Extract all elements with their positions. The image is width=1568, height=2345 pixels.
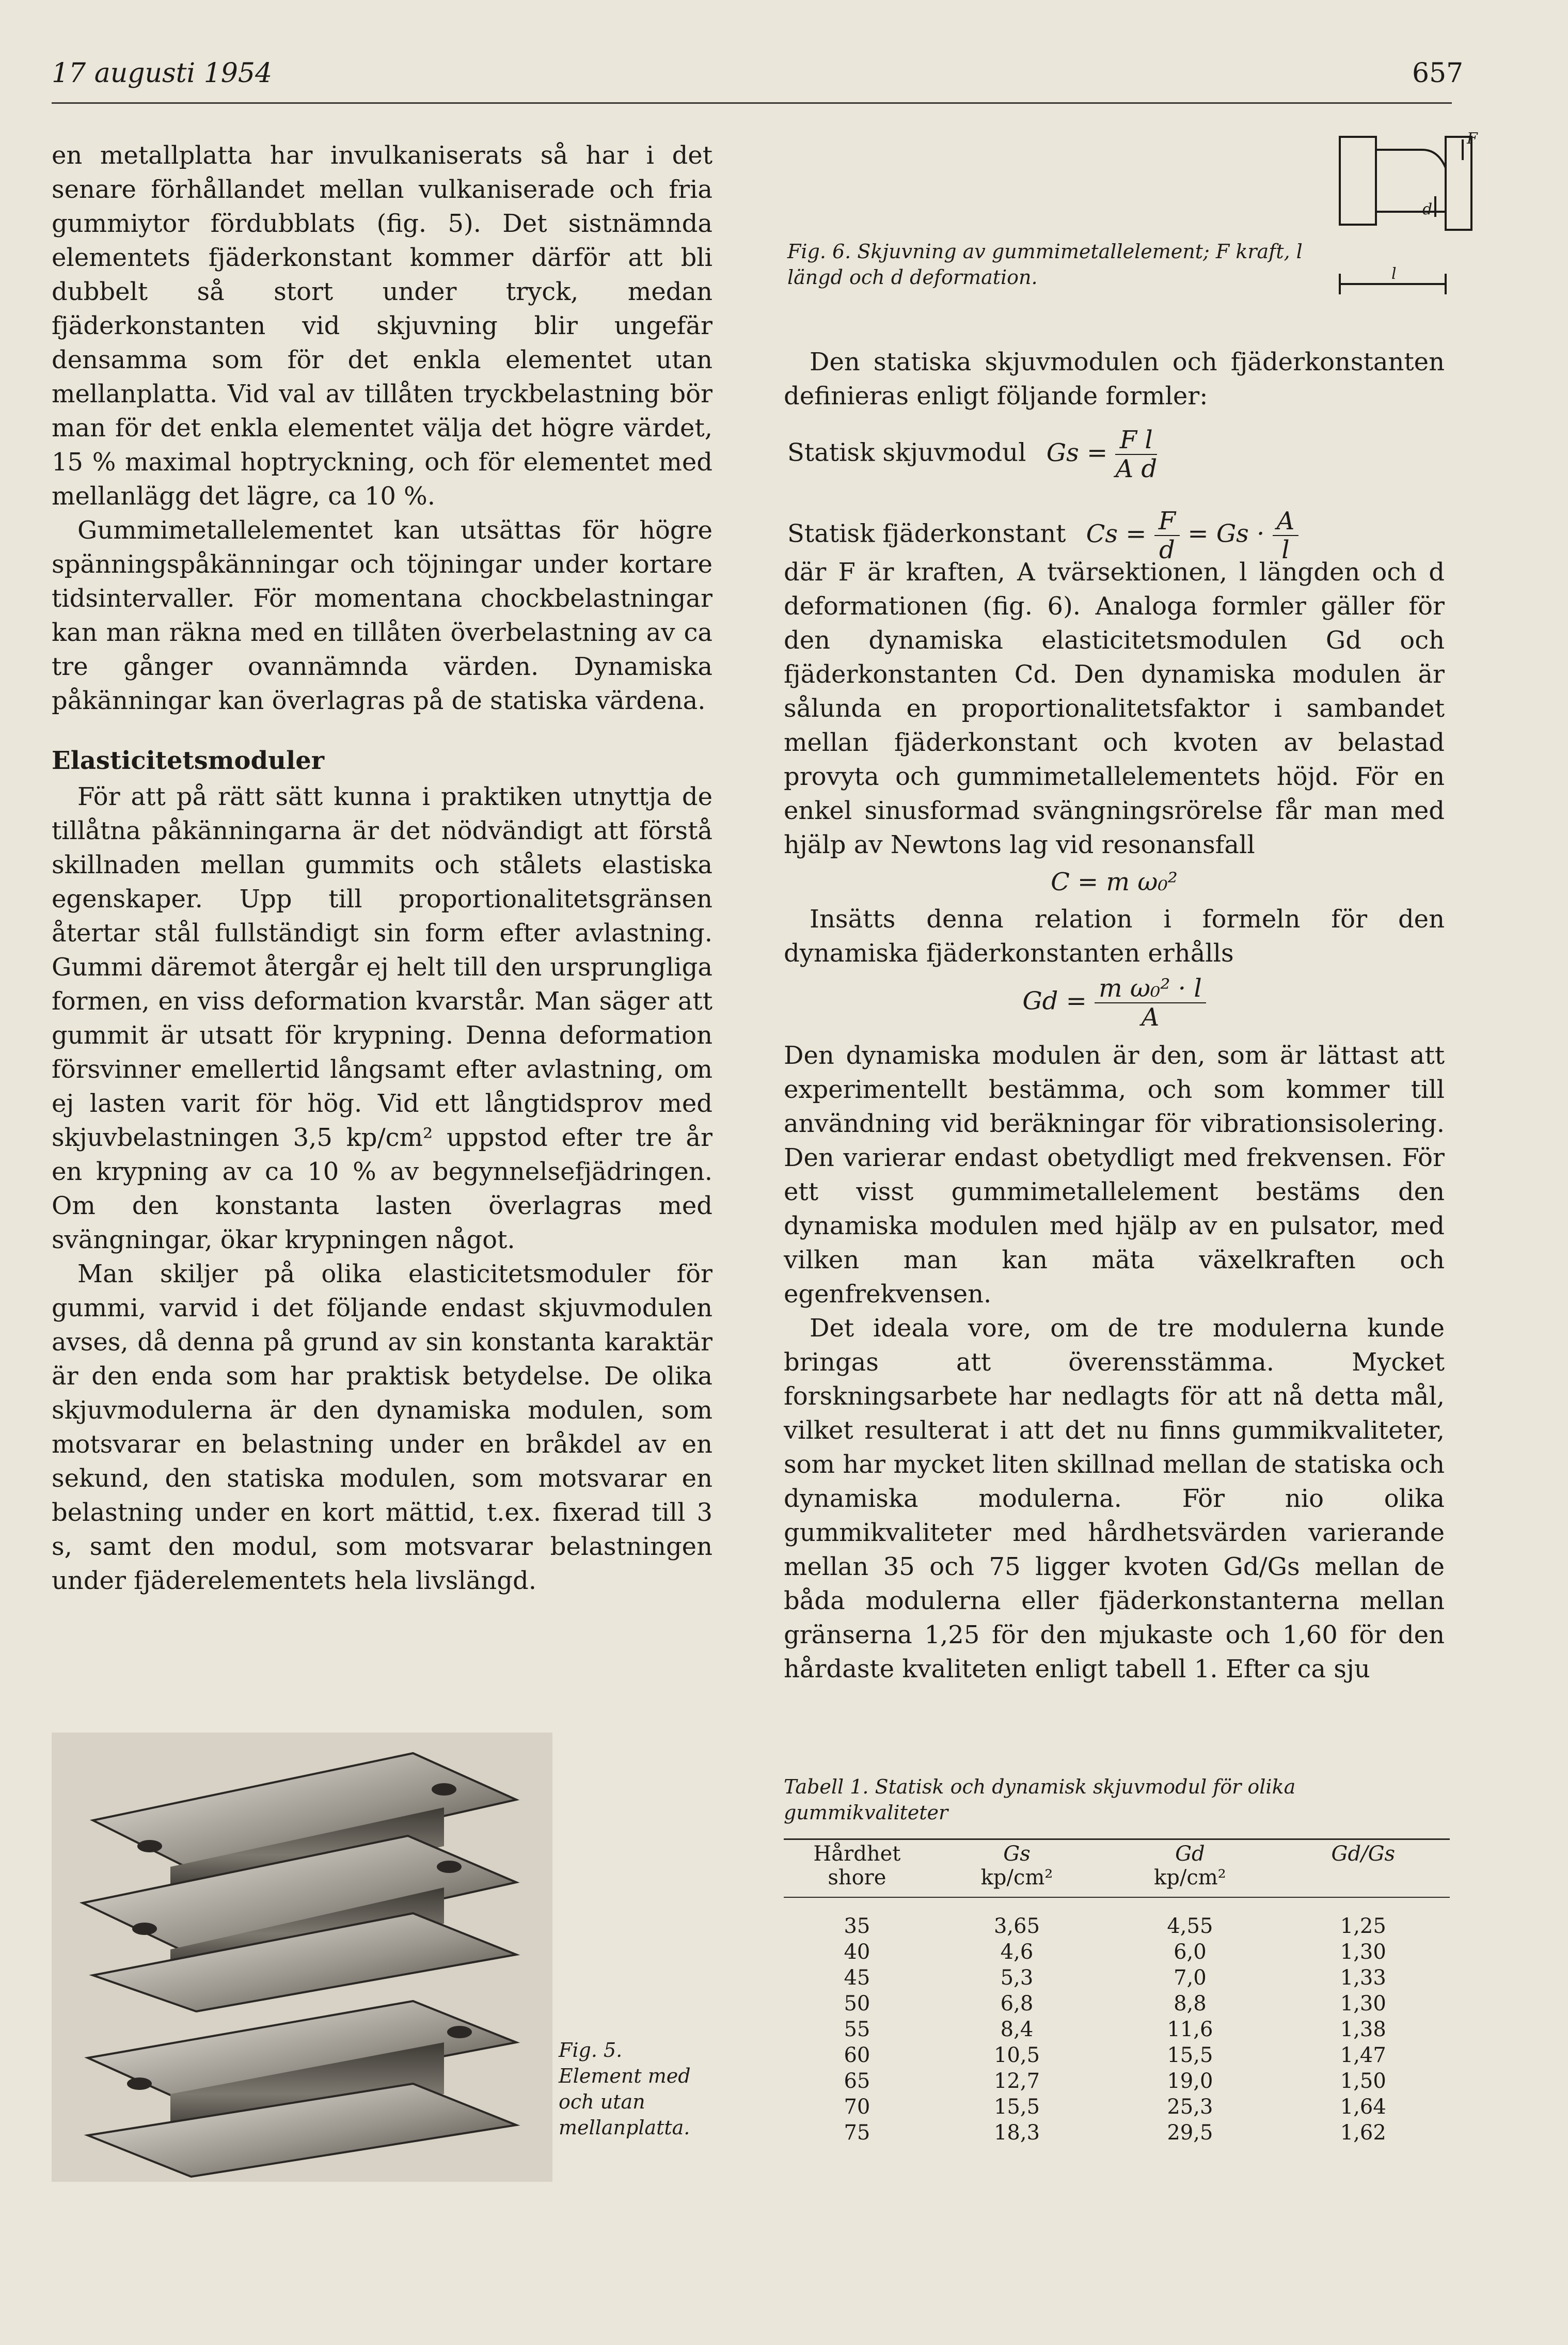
formula-static-shear-modulus (787, 426, 1157, 483)
fraction (1095, 974, 1206, 1031)
table-row (784, 1965, 1450, 1991)
table-row (784, 2017, 1450, 2042)
table-cell: 1,25 (1340, 1914, 1386, 1938)
header-rule (52, 102, 1452, 104)
paragraph: Den dynamiska modulen är den, som är lättast att experimentellt bestämma, och som kommer till användning vid beräkningar för vibrationsisolering. Den varierar endast obetydligt med frekvensen. För ett visst gummimetallelement bestäms den dynamiska modulen med hjälp av en pulsator, med vilken man kan mäta växelkraften och egenfrekvensen. (784, 1041, 1445, 1309)
denominator: d (1159, 536, 1175, 564)
table-cell: 70 (844, 2095, 870, 2119)
right-column-intro (784, 345, 1445, 413)
figure-6-label-d: d (1422, 200, 1433, 218)
table-cell: 1,47 (1340, 2043, 1386, 2067)
table-row (784, 2120, 1450, 2146)
table-cell: 15,5 (1167, 2043, 1213, 2067)
table-cell: 29,5 (1167, 2121, 1213, 2145)
table-cell: 55 (844, 2018, 870, 2041)
table-cell: 8,4 (1000, 2018, 1034, 2041)
paragraph: där F är kraften, A tvärsektionen, l längden och d deformationen (fig. 6). Analoga formler gäller för den dynamiska elasticitetsmodulen Gd och fjäderkonstanten Cd. Den dynamiska modulen är sålunda en proportionalitetsfaktor i sambandet mellan fjäderkonstant och kvoten av belastad provyta och gummimetallelementets höjd. För en enkel sinusformad svängningsrörelse får man med hjälp av Newtons lag vid resonansfall (784, 558, 1445, 859)
table-row (784, 2068, 1450, 2094)
denominator: l (1281, 536, 1290, 564)
denominator: A (1141, 1003, 1160, 1032)
paragraph: Det ideala vore, om de tre modulerna kunde bringas att överensstämma. Mycket forskningsarbete har nedlagts för att nå detta mål, vilket resulterat i att det nu finns gummikvaliteter, som har mycket liten skillnad mellan de statiska och dynamiska modulerna. För nio olika gummikvaliteter med hårdhetsvärden varierande mellan 35 och 75 ligger kvoten Gd/Gs mellan de båda modulerna eller fjäderkonstanterna mellan gränserna 1,25 för den mjukaste och 1,60 för den hårdaste kvaliteten enligt tabell 1. Efter ca sju (784, 1314, 1445, 1683)
table-cell: 19,0 (1167, 2069, 1213, 2093)
table-1-caption: Tabell 1. Statisk och dynamisk skjuvmodul för olika gummikvaliteter (784, 1775, 1296, 1824)
figure-5-caption: Fig. 5. Element med och utan mellanplatta. (559, 2039, 691, 2139)
table-cell: 1,64 (1340, 2095, 1386, 2119)
page-date: 17 augusti 1954 (52, 58, 273, 89)
table-row (784, 1913, 1450, 1939)
denominator: A d (1115, 454, 1158, 483)
table-cell: 1,38 (1340, 2018, 1386, 2041)
table-header-hardness: Hårdhet shore (813, 1842, 901, 1890)
paragraph: Man skiljer på olika elasticitetsmoduler för gummi, varvid i det följande endast skjuvmodulen avses, då denna på grund av sin konstanta karaktär är den enda som har praktisk betydelse. De olika skjuvmodulerna är den dynamiska modulen, som motsvarar en belastning under en bråkdel av en sekund, den statiska modulen, som motsvarar en belastning under en kort mättid, t.ex. fixerad till 3 s, samt den modul, som motsvarar belastningen under fjäderelementets hela livslängd. (52, 1260, 712, 1595)
numerator: m ω₀² · l (1095, 974, 1206, 1003)
table-cell: 1,30 (1340, 1940, 1386, 1964)
table-1 (784, 1838, 1450, 2146)
table-1-body (784, 1897, 1450, 2146)
figure-6-label-l: l (1391, 265, 1397, 283)
table-cell: 4,55 (1167, 1914, 1213, 1938)
table-row (784, 1939, 1450, 1965)
formula-lhs: Gs = (1046, 438, 1108, 467)
table-header-gd: Gd kp/cm² (1154, 1842, 1226, 1890)
table-cell: 50 (844, 1992, 870, 2016)
figure-6-right-plate (1446, 137, 1471, 230)
paragraph: Den statiska skjuvmodulen och fjäderkonstanten definieras enligt följande formler: (784, 348, 1445, 411)
table-cell: 1,33 (1340, 1966, 1386, 1990)
section-heading: Elasticitetsmoduler (52, 746, 325, 775)
figure-6-diagram (1319, 129, 1484, 315)
table-cell: 7,0 (1174, 1966, 1207, 1990)
table-cell: 65 (844, 2069, 870, 2093)
table-cell: 1,50 (1340, 2069, 1386, 2093)
table-cell: 3,65 (993, 1914, 1040, 1938)
formula-label: Statisk fjäderkonstant (787, 519, 1066, 548)
table-cell: 40 (844, 1940, 870, 1964)
numerator: F l (1115, 426, 1157, 455)
table-cell: 12,7 (993, 2069, 1040, 2093)
formula-lhs: Gd = (1022, 986, 1087, 1016)
table-cell: 1,62 (1340, 2121, 1386, 2145)
table-row (784, 2094, 1450, 2120)
figure-5-image (52, 1733, 552, 2182)
element-without-plate (88, 2001, 516, 2177)
table-cell: 15,5 (993, 2095, 1040, 2119)
figure-6-left-plate (1340, 137, 1376, 225)
formula-resonance: C = m ω₀² (1051, 868, 1178, 896)
table-cell: 10,5 (993, 2043, 1040, 2067)
figure-6-caption: Fig. 6. Skjuvning av gummimetallelement; F kraft, l längd och d deformation. (787, 240, 1303, 289)
element-with-plate (83, 1753, 516, 2011)
right-column-body (784, 555, 1445, 1686)
figure-5-photo (52, 1733, 552, 2182)
table-header-ratio: Gd/Gs (1331, 1842, 1396, 1866)
table-cell: 75 (844, 2121, 870, 2145)
formula-label: Statisk skjuvmodul (787, 438, 1026, 467)
formula-lhs: Cs = (1086, 519, 1147, 548)
table-cell: 6,0 (1174, 1940, 1207, 1964)
paragraph: För att på rätt sätt kunna i praktiken utnyttja de tillåtna påkänningarna är det nödvändigt att förstå skillnaden mellan gummits och stålets elastiska egenskaper. Upp till proportionalitetsgränsen återtar stål fullständigt sin form efter avlastning. Gummi däremot återgår ej helt till den ursprungliga formen, en viss deformation kvarstår. Man säger att gummit är utsatt för krypning. Denna deformation försvinner emellertid långsamt efter avlastning, om ej lasten varit för hög. Vid ett långtidsprov med skjuvbelastningen 3,5 kp/cm² uppstod efter tre år en krypning av ca 10 % av begynnelsefjädringen. Om den konstanta lasten överlagras med svängningar, ökar krypningen något. (52, 782, 712, 1254)
table-cell: 11,6 (1167, 2018, 1213, 2041)
table-cell: 60 (844, 2043, 870, 2067)
paragraph: en metallplatta har invulkaniserats så har i det senare förhållandet mellan vulkaniserade och fria gummiytor fördubblats (fig. 5). Det sistnämnda elementets fjäderkonstant kommer därför att bli dubbelt så stort under tryck, medan fjäderkonstanten vid skjuvning blir ungefär densamma som för det enkla elementet utan mellanplatta. Vid val av tillåten tryckbelastning bör man för det enkla elementet välja det högre värdet, 15 % maximal hoptryckning, och för elementet med mellanlägg det lägre, ca 10 %. (52, 141, 712, 511)
numerator: F (1154, 507, 1180, 536)
paragraph: Gummimetallelementet kan utsättas för högre spänningspåkänningar och töjningar under kortare tidsintervaller. För momentana chockbelastningar kan man räkna med en tillåten överbelastning av ca tre gånger ovannämnda värden. Dynamiska påkänningar kan överlagras på de statiska värdena. (52, 516, 712, 715)
table-cell: 18,3 (993, 2121, 1040, 2145)
numerator: A (1273, 507, 1299, 536)
paragraph: Insätts denna relation i formeln för den dynamiska fjäderkonstanten erhålls (784, 905, 1445, 968)
table-cell: 35 (844, 1914, 870, 1938)
figure-6-label-f: F (1467, 130, 1478, 148)
fraction (1115, 426, 1157, 483)
table-row (784, 2042, 1450, 2068)
page-number: 657 (1412, 58, 1464, 89)
table-cell: 1,30 (1340, 1992, 1386, 2016)
table-cell: 5,3 (1000, 1966, 1034, 1990)
formula-middle: = Gs · (1187, 519, 1265, 548)
table-cell: 4,6 (1000, 1940, 1034, 1964)
table-row (784, 1991, 1450, 2017)
table-cell: 6,8 (1000, 1992, 1034, 2016)
table-cell: 8,8 (1174, 1992, 1207, 2016)
left-column (52, 138, 712, 1598)
table-header-gs: Gs kp/cm² (980, 1842, 1053, 1890)
table-cell: 45 (844, 1966, 870, 1990)
table-cell: 25,3 (1167, 2095, 1213, 2119)
formula-dynamic-modulus (784, 974, 1445, 1031)
